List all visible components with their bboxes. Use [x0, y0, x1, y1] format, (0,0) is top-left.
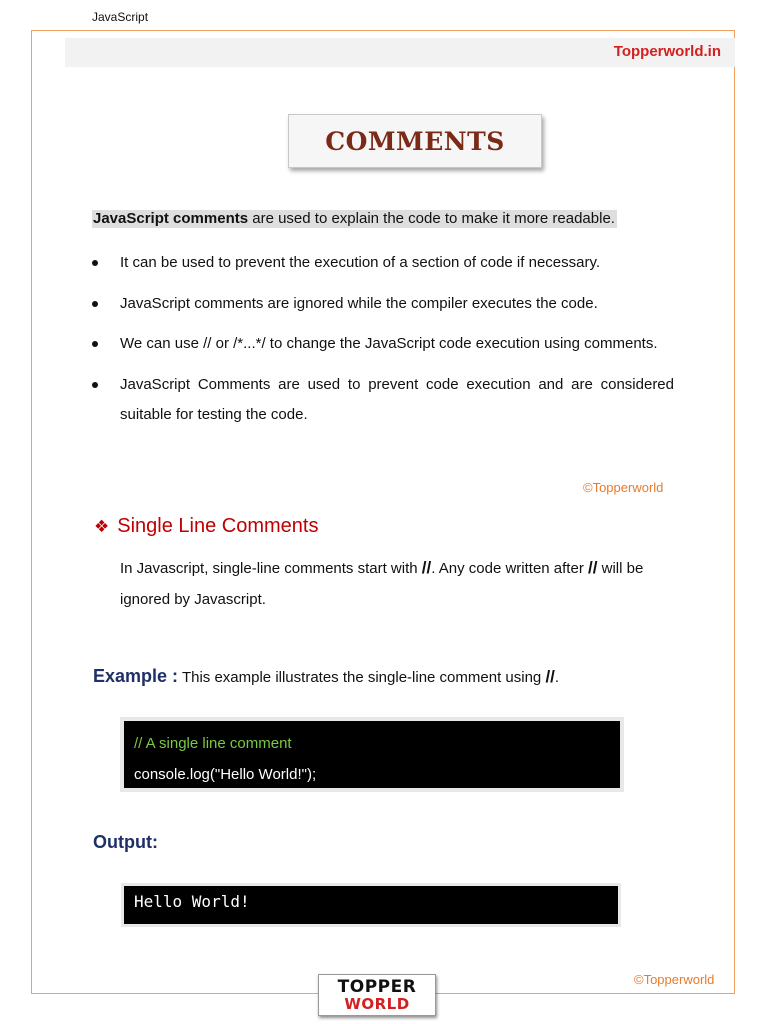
- intro-paragraph: [92, 210, 617, 228]
- list-item: [92, 370, 674, 431]
- intro-bold: JavaScript comments: [93, 210, 249, 227]
- code-comment: // A single line comment: [134, 735, 292, 752]
- list-item: [92, 329, 674, 360]
- watermark: ©Topperworld: [583, 480, 664, 495]
- list-item-text: We can use // or /*...*/ to change the JavaScript code execution using comments.: [120, 335, 658, 352]
- example-text: This example illustrates the single-line comment using: [178, 669, 546, 686]
- section-body: [120, 552, 676, 615]
- section-body-bold: //: [587, 558, 598, 577]
- example-line: [93, 666, 559, 687]
- brand-link[interactable]: Topperworld.in: [613, 43, 721, 60]
- list-item-text: It can be used to prevent the execution of a section of code if necessary.: [120, 254, 601, 271]
- output-label: Output:: [93, 832, 158, 852]
- example-label: Example :: [93, 666, 179, 686]
- example-end: .: [554, 669, 560, 686]
- output-block: [121, 883, 621, 927]
- footer-logo: [318, 974, 436, 1016]
- list-item: [92, 248, 674, 279]
- intro-rest: are used to explain the code to make it more readable.: [248, 210, 615, 227]
- bullet-dot-icon: [92, 301, 98, 307]
- section-body-bold: //: [421, 558, 432, 577]
- bullet-dot-icon: [92, 341, 98, 347]
- section-heading-text: Single Line Comments: [117, 515, 319, 537]
- doc-header-title: JavaScript: [92, 10, 149, 24]
- output-text: Hello World!: [134, 892, 250, 911]
- logo-bottom-text: WORLD: [344, 995, 410, 1013]
- bullet-dot-icon: [92, 382, 98, 388]
- example-bold: //: [545, 667, 555, 686]
- list-item-text: JavaScript Comments are used to prevent code execution and are considered suitable for testing the code.: [120, 375, 674, 423]
- bullet-list: [92, 248, 674, 441]
- section-body-text: In Javascript, single-line comments start with: [120, 560, 422, 577]
- watermark: ©Topperworld: [634, 972, 715, 987]
- section-body-text: . Any code written after: [431, 560, 588, 577]
- code-line: console.log("Hello World!");: [134, 766, 317, 783]
- logo-top-text: TOPPER: [337, 977, 417, 997]
- list-item: [92, 289, 674, 320]
- code-block: [120, 717, 624, 792]
- brand-bar: [65, 38, 735, 67]
- title-box: [288, 114, 542, 168]
- list-item-text: JavaScript comments are ignored while the compiler executes the code.: [120, 294, 598, 312]
- section-heading: [94, 515, 318, 538]
- diamond-bullet-icon: ❖: [94, 517, 110, 536]
- bullet-dot-icon: [92, 260, 98, 266]
- page-title: COMMENTS: [325, 126, 505, 156]
- section-body-text: will be ignored by Javascript.: [120, 560, 644, 608]
